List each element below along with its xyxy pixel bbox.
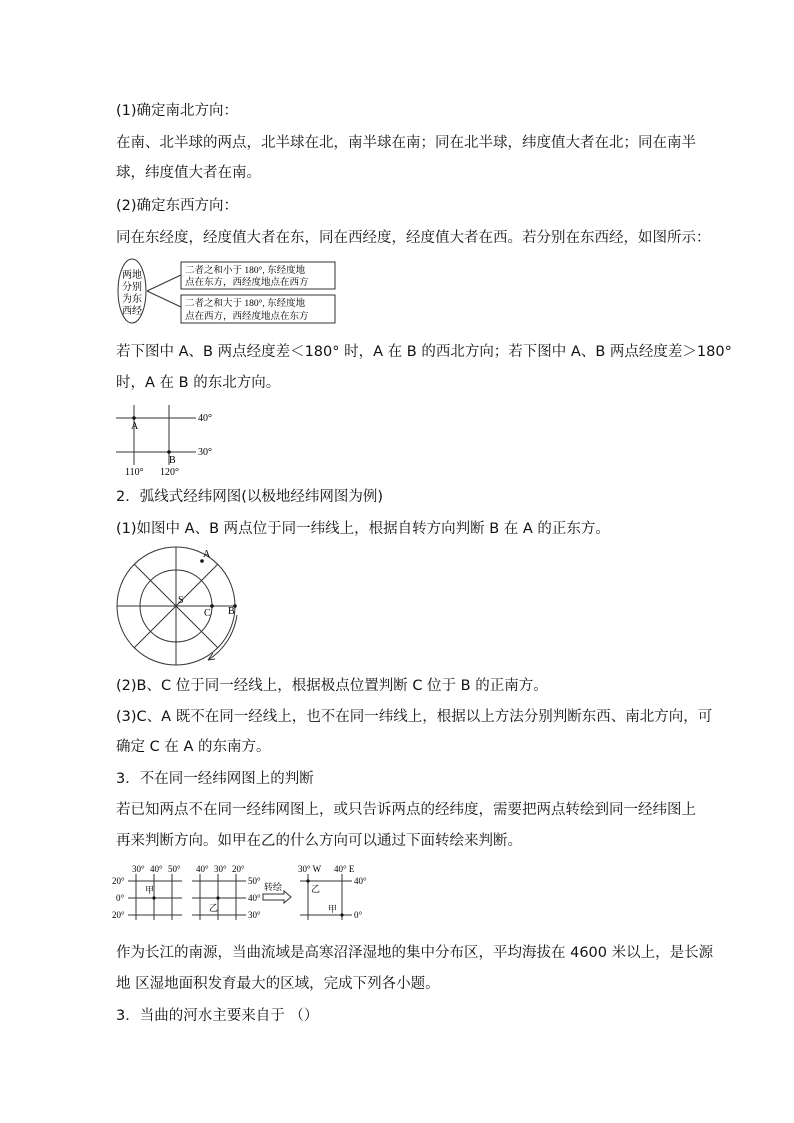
g1-left: 20° (112, 910, 125, 920)
g1-top: 40° (150, 864, 163, 874)
g1-point: 甲 (145, 885, 155, 895)
paragraph-line: 作为长江的南源，当曲流域是高寒沼泽湿地的集中分布区，平均海拔在 4600 米以上，是长源 (116, 945, 714, 961)
g2-top: 20° (232, 864, 245, 874)
label-line: 为东 (122, 294, 142, 305)
paragraph-line: 若已知两点不在同一经纬网图上，或只告诉两点的经纬度，需要把两点转绘到同一经纬图上 (116, 802, 696, 818)
paragraph-line: 再来判断方向。如甲在乙的什么方向可以通过下面转绘来判断。 (116, 833, 522, 849)
g2-point: 乙 (209, 903, 219, 913)
label-line: 分别 (122, 282, 142, 293)
g2-right: 40° (248, 893, 261, 903)
polar-grid-figure (116, 545, 246, 671)
point-a: A (203, 549, 211, 560)
lon-left: 110° (125, 467, 144, 477)
g3-right: 40° (354, 876, 367, 886)
box1-line: 二者之和小于 180°, 东经度地 (185, 266, 306, 276)
g3-point-jia: 甲 (328, 904, 338, 914)
east-west-longitude-svg (116, 255, 341, 327)
rectangular-grid-svg (116, 405, 226, 477)
grid-transfer-svg (112, 862, 382, 922)
paragraph-line: 同在东经度，经度值大者在东，同在西经度，经度值大者在西。若分别在东西经，如图所示： (116, 230, 711, 246)
pole-s: S (178, 595, 184, 606)
rectangular-grid-figure (116, 405, 226, 481)
question-3: 3．当曲的河水主要来自于 （） (116, 1008, 319, 1024)
lat-top: 40° (198, 413, 212, 424)
g3-right: 0° (354, 910, 363, 920)
g3-point-yi: 乙 (311, 884, 321, 894)
g1-top: 30° (132, 864, 145, 874)
arrow-label: 转绘 (264, 882, 283, 892)
subheading-north-south: (1)确定南北方向： (116, 103, 239, 119)
g3-top: 40° E (334, 864, 355, 874)
g1-top: 50° (168, 864, 181, 874)
g2-right: 30° (248, 910, 261, 920)
paragraph-line: 在南、北半球的两点，北半球在北，南半球在南；同在北半球，纬度值大者在北；同在南半 (116, 135, 696, 151)
polar-grid-svg (116, 545, 246, 667)
g2-right: 50° (248, 876, 261, 886)
paragraph-line: 地 区湿地面积发育最大的区域，完成下列各小题。 (116, 976, 440, 992)
point-a: A (131, 421, 139, 432)
paragraph-line: 确定 C 在 A 的东南方。 (116, 739, 271, 755)
label-line: 西经 (122, 306, 142, 317)
g1-left: 0° (116, 893, 125, 903)
paragraph-line: 球，纬度值大者在南。 (116, 165, 261, 181)
label-line: 两地 (122, 270, 142, 281)
box2-line: 点在西方，西经度地点在东方 (185, 312, 309, 322)
point-b: B (169, 455, 176, 466)
point-b: B (228, 606, 235, 617)
paragraph-line: (2)B、C 位于同一经线上，根据极点位置判断 C 位于 B 的正南方。 (116, 678, 548, 694)
subheading-different-grids: 3．不在同一经纬网图上的判断 (116, 771, 314, 787)
paragraph-line: 若下图中 A、B 两点经度差＜180° 时，A 在 B 的西北方向；若下图中 A、B 两点经度差＞180° (116, 344, 732, 360)
grid-transfer-figure (112, 862, 382, 926)
box2-line: 二者之和大于 180°, 东经度地 (185, 299, 306, 309)
box1-line: 点在东方，西经度地点在西方 (185, 278, 309, 288)
subheading-east-west: (2)确定东西方向： (116, 198, 239, 214)
paragraph-line: (3)C、A 既不在同一经线上，也不在同一纬线上，根据以上方法分别判断东西、南北方向，可 (116, 709, 713, 725)
g1-left: 20° (112, 876, 125, 886)
lon-right: 120° (160, 467, 179, 477)
paragraph-line: (1)如图中 A、B 两点位于同一纬线上，根据自转方向判断 B 在 A 的正东方。 (116, 521, 610, 537)
point-c: C (204, 608, 211, 619)
lat-bottom: 30° (198, 447, 212, 458)
east-west-longitude-diagram (116, 255, 341, 331)
g3-top: 30° W (298, 864, 322, 874)
g2-top: 40° (196, 864, 209, 874)
g2-top: 30° (214, 864, 227, 874)
subheading-polar-grid: 2．弧线式经纬网图(以极地经纬网图为例) (116, 489, 384, 505)
paragraph-line: 时，A 在 B 的东北方向。 (116, 375, 281, 391)
